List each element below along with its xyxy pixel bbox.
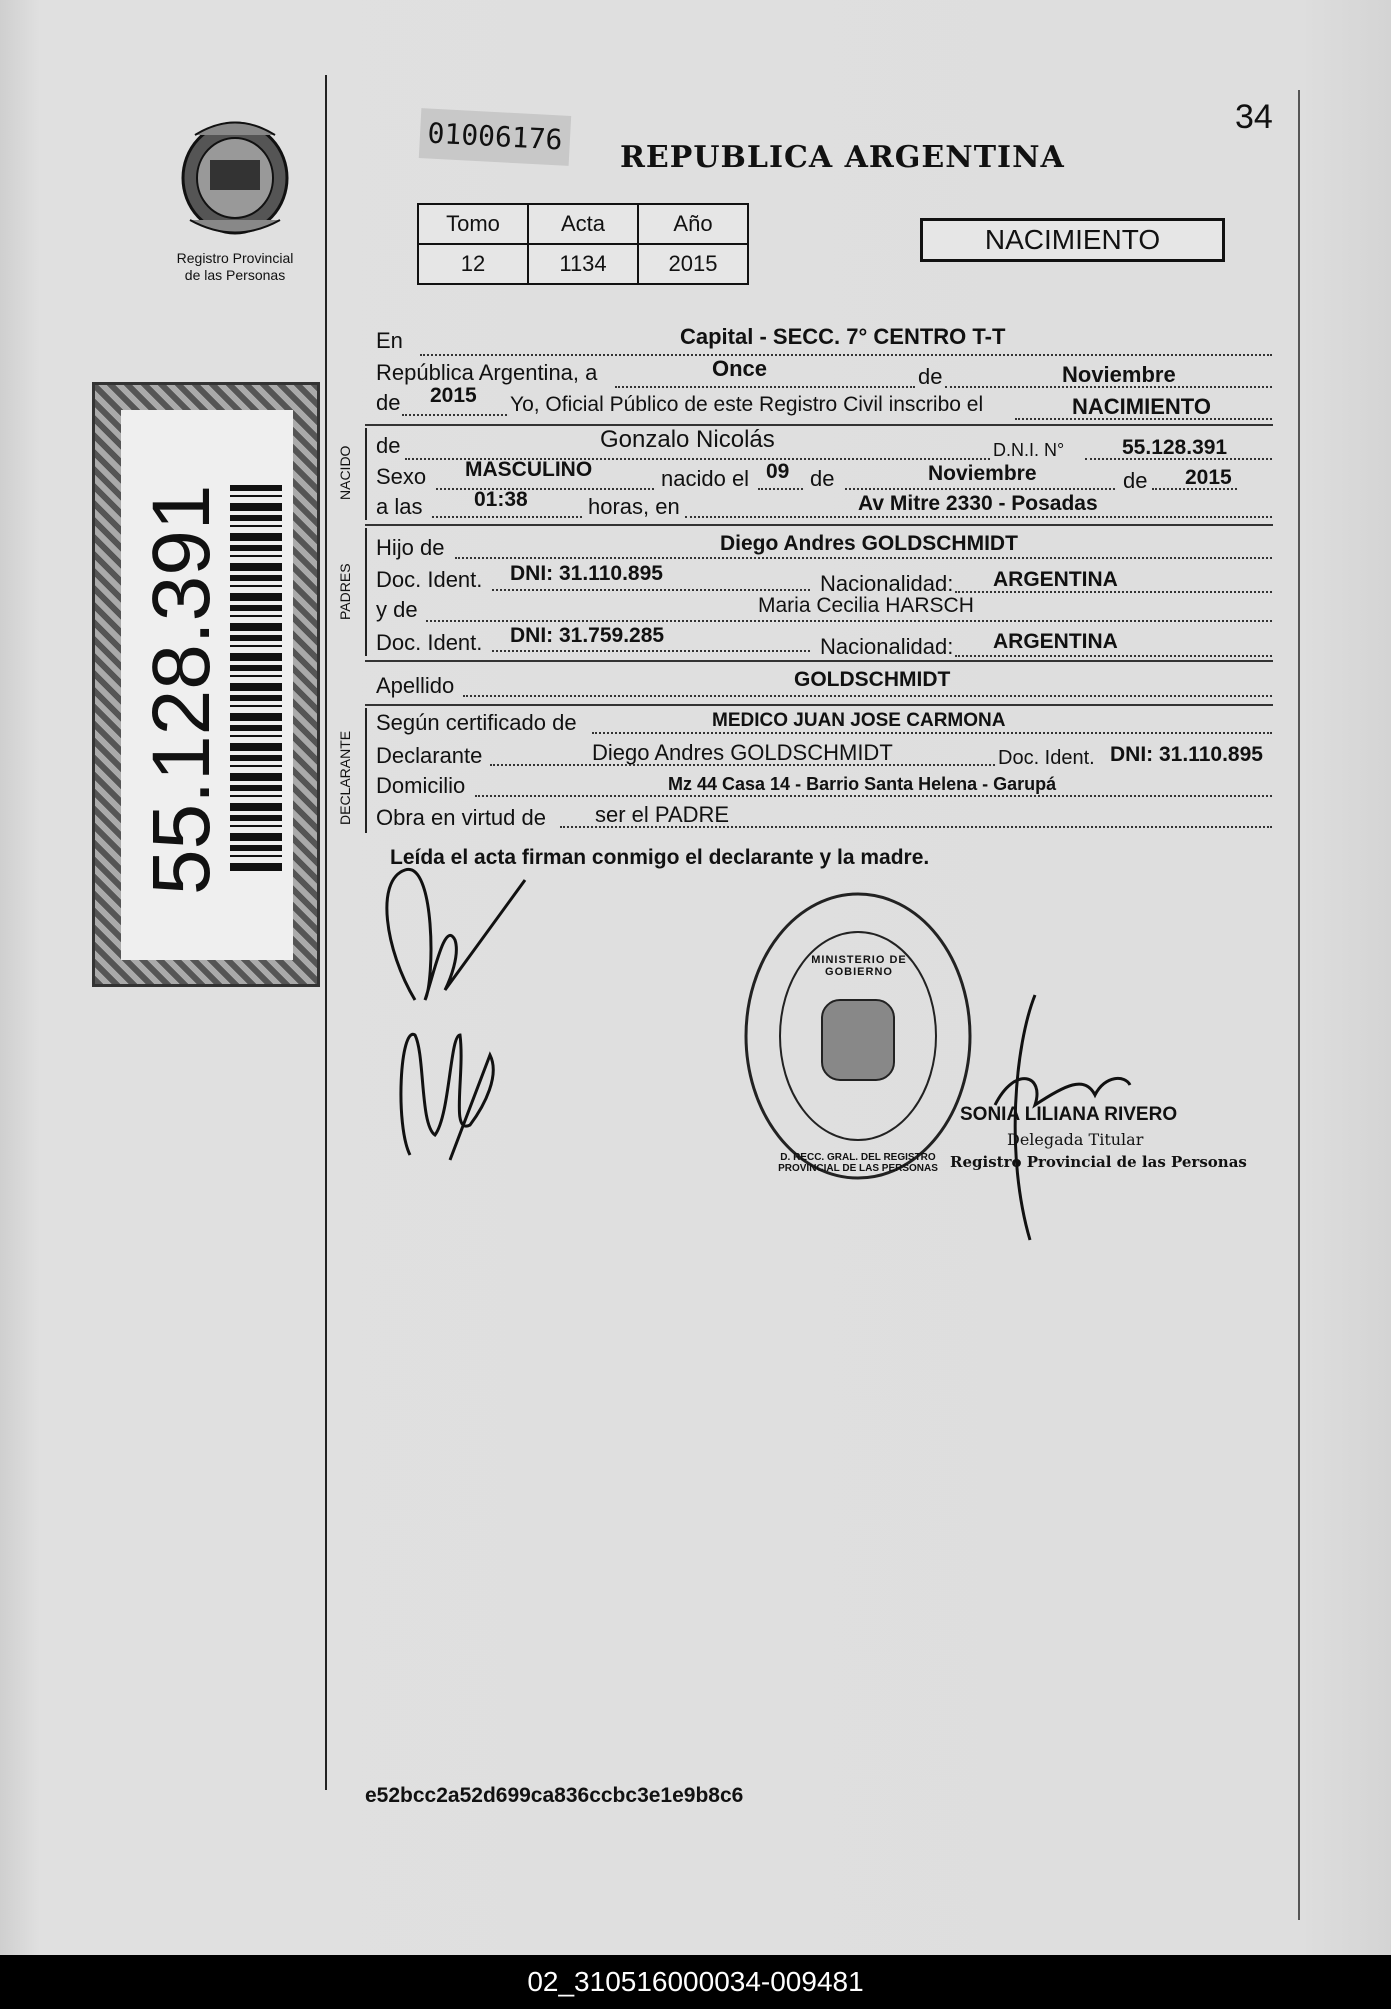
rep-label: República Argentina, a [376,360,598,385]
time-line [432,516,582,518]
barcode-sticker [92,382,320,987]
father-doc: DNI: 31.110.895 [510,562,663,585]
decl-doc-label: Doc. Ident. [998,747,1095,769]
yo-text: Yo, Oficial Público de este Registro Civil inscribo el [510,393,984,416]
official-name: SONIA LILIANA RIVERO [960,1104,1178,1125]
mother-doc-label: Doc. Ident. [376,630,483,655]
dom-value: Mz 44 Casa 14 - Barrio Santa Helena - Garupá [668,774,1057,794]
anio-header: Año [638,204,748,244]
official-org: Registro Provincial de las Personas [950,1153,1247,1171]
mother-nat-label: Nacionalidad: [820,634,954,659]
record-table [417,203,749,285]
seal-inner-text: MINISTERIO DE GOBIERNO [811,954,907,978]
nacido-section-label: NACIDO [337,445,353,500]
serial-stamp: 01006176 [419,108,571,166]
inscribe-value: NACIMIENTO [1072,394,1211,419]
month-value: Noviembre [1062,362,1176,387]
mother-nat-line [955,655,1272,657]
mother-signature [390,1015,520,1165]
nacido-el-label: nacido el [661,466,750,491]
cert-value: MEDICO JUAN JOSE CARMONA [712,710,1006,731]
official-title: Delegada Titular [1007,1130,1144,1149]
father-doc-label: Doc. Ident. [376,567,483,592]
acta-header: Acta [528,204,638,244]
birth-year: 2015 [1185,466,1232,489]
tomo-value: 12 [418,244,528,284]
padres-section-label: PADRES [337,563,353,620]
en-value: Capital - SECC. 7° CENTRO T-T [680,324,1006,349]
registry-seal [742,890,974,1182]
child-name: Gonzalo Nicolás [600,426,775,453]
declarante-section-label: DECLARANTE [337,730,353,825]
hijo-label: Hijo de [376,535,445,560]
mother-line [426,620,1272,622]
sexo-value: MASCULINO [465,458,593,481]
country-title: REPUBLICA ARGENTINA [620,140,1065,175]
year-value: 2015 [430,384,477,407]
separator-3 [365,660,1273,662]
declarante-bar [365,708,367,833]
seal-ring-text: D. RECC. GRAL. DEL REGISTRO PROVINCIAL DE LAS PERSONAS [778,1152,938,1174]
document-hash: e52bcc2a52d699ca836ccbc3e1e9b8c6 [365,1784,744,1807]
emblem-caption-1: Registro Provincial [176,250,294,266]
sexo-label: Sexo [376,464,427,489]
declarant-signature [375,860,535,1010]
apellido-line [463,695,1272,697]
closing-statement: Leída el acta firman conmigo el declarante y la madre. [390,846,930,869]
father-nationality: ARGENTINA [993,568,1118,591]
province-emblem [160,110,310,283]
dni-label: D.N.I. N° [993,440,1065,460]
rep-value: Once [712,356,768,381]
nacido-de3-label: de [1123,468,1148,493]
anio-value: 2015 [638,244,748,284]
year-prefix: de [376,390,401,415]
padres-bar [365,528,367,656]
cert-line [592,732,1272,734]
cert-label: Según certificado de [376,710,577,735]
emblem-caption-2: de las Personas [184,267,286,283]
barcode-number: 55.128.391 [136,484,227,895]
acta-value: 1134 [528,244,638,284]
separator-1 [365,424,1273,426]
scan-footer: 02_310516000034-009481 [0,1955,1391,2009]
sexo-line [436,488,654,490]
decl-value: Diego Andres GOLDSCHMIDT [592,740,893,765]
nacido-de2-label: de [810,466,835,491]
decl-doc: DNI: 31.110.895 [1110,743,1263,766]
yde-label: y de [376,597,418,622]
birth-day: 09 [766,460,790,483]
birth-time: 01:38 [474,488,528,511]
rep-de-label: de [918,364,943,389]
seal-stamp-icon [742,890,974,1182]
mother-name: Maria Cecilia HARSCH [758,594,974,617]
nacido-bar [365,428,367,520]
shield-icon [160,110,310,240]
mother-nationality: ARGENTINA [993,630,1118,653]
dom-line [475,795,1272,797]
horas-label: horas, en [588,494,680,519]
right-margin-line [1298,90,1300,1920]
place-line [685,516,1272,518]
tomo-header: Tomo [418,204,528,244]
child-dni: 55.128.391 [1122,436,1228,459]
rep-line [615,386,915,388]
left-margin-line [325,75,327,1790]
en-line [420,354,1272,356]
obra-value: ser el PADRE [595,802,730,827]
father-name: Diego Andres GOLDSCHMIDT [720,532,1018,555]
en-label: En [376,328,403,353]
apellido-value: GOLDSCHMIDT [794,668,951,691]
obra-label: Obra en virtud de [376,805,546,830]
mother-doc: DNI: 31.759.285 [510,624,665,647]
birth-place: Av Mitre 2330 - Posadas [858,492,1098,515]
birth-month-line [845,488,1115,490]
alas-label: a las [376,494,423,519]
mother-doc-line [492,650,810,652]
father-line [455,557,1272,559]
barcode-bars [230,485,282,875]
dom-label: Domicilio [376,773,466,798]
apellido-label: Apellido [376,673,455,698]
decl-label: Declarante [376,743,483,768]
nacido-de-label: de [376,433,401,458]
record-type-box: NACIMIENTO [920,218,1225,262]
separator-2 [365,524,1273,526]
birth-month: Noviembre [928,462,1037,485]
father-doc-line [492,589,810,591]
separator-4 [365,704,1273,706]
father-nat-label: Nacionalidad: [820,571,954,596]
page-number: 34 [1235,98,1273,136]
year-line [402,414,507,416]
day-line [758,488,803,490]
